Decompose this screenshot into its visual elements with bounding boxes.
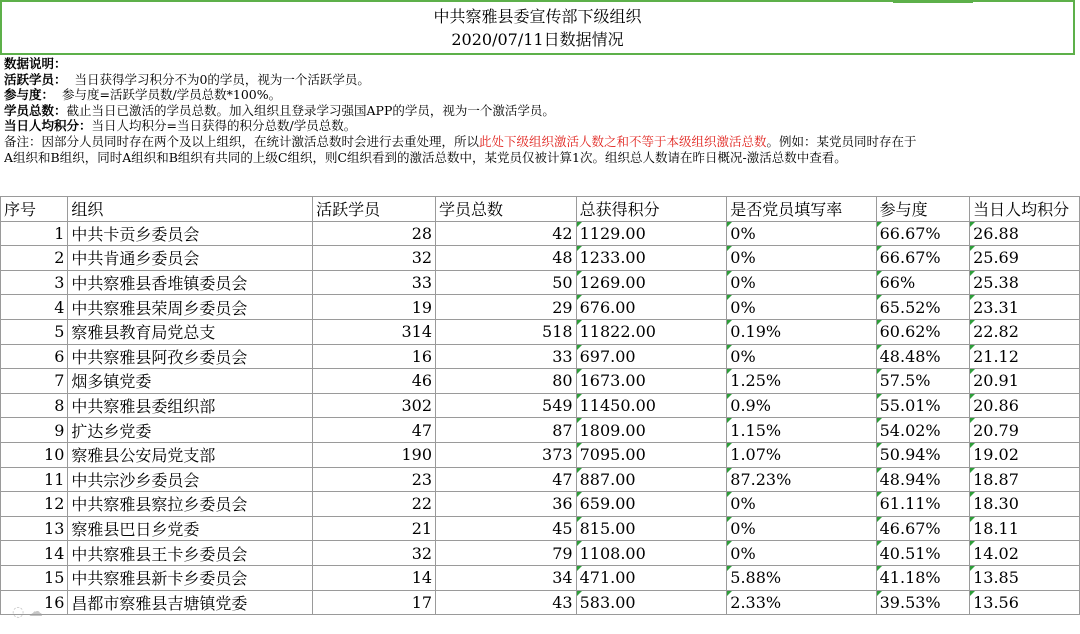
participation: 40.51% — [876, 541, 969, 566]
participation: 55.01% — [876, 393, 969, 418]
table-row — [1, 221, 1080, 246]
table-row — [1, 246, 1080, 271]
avg-score: 19.02 — [970, 442, 1080, 467]
col-header-participation: 参与度 — [876, 197, 969, 222]
org-data-table — [0, 196, 1080, 615]
org-name: 中共肯通乡委员会 — [68, 246, 313, 271]
total-score: 1269.00 — [576, 270, 727, 295]
notes-heading: 数据说明： — [4, 56, 67, 71]
member-fill-rate: 0.9% — [727, 393, 876, 418]
org-name: 察雅县教育局党总支 — [68, 319, 313, 344]
avg-score: 18.11 — [970, 516, 1080, 541]
participation: 65.52% — [876, 295, 969, 320]
note-active-learner: 活跃学员： 当日获得学习积分不为0的学员，视为一个活跃学员。 — [4, 71, 370, 87]
row-index: 6 — [1, 344, 68, 369]
avg-score: 14.02 — [970, 541, 1080, 566]
total-score: 887.00 — [576, 467, 727, 492]
avg-score: 20.86 — [970, 393, 1080, 418]
table-row — [1, 393, 1080, 418]
member-fill-rate: 1.15% — [727, 418, 876, 443]
table-row — [1, 295, 1080, 320]
total-learners: 549 — [436, 393, 577, 418]
row-index: 11 — [1, 467, 68, 492]
active-learners: 17 — [313, 590, 436, 615]
active-learners: 47 — [313, 418, 436, 443]
table-row — [1, 442, 1080, 467]
table-row — [1, 418, 1080, 443]
report-title-box — [0, 0, 1075, 55]
total-learners: 33 — [436, 344, 577, 369]
participation: 54.02% — [876, 418, 969, 443]
remark-highlight: 此处下级组织激活人数之和不等于本级组织激活总数 — [479, 133, 767, 149]
total-learners: 48 — [436, 246, 577, 271]
member-fill-rate: 0.19% — [727, 319, 876, 344]
note-total-learners: 学员总数：截止当日已激活的学员总数。加入组织且登录学习强国APP的学员，视为一个激活学员。 — [4, 102, 555, 118]
note-remark-line2: A组织和B组织，同时A组织和B组织有共同的上级C组织，则C组织看到的激活总数中，某党员仅被计算1次。组织总人数请在昨日概况-激活总数中查看。 — [4, 149, 847, 165]
participation: 50.94% — [876, 442, 969, 467]
member-fill-rate: 0% — [727, 541, 876, 566]
row-index: 9 — [1, 418, 68, 443]
total-score: 1673.00 — [576, 369, 727, 394]
total-learners: 43 — [436, 590, 577, 615]
active-learners: 19 — [313, 295, 436, 320]
row-index: 10 — [1, 442, 68, 467]
active-learners: 314 — [313, 319, 436, 344]
active-learners: 23 — [313, 467, 436, 492]
org-name: 烟多镇党委 — [68, 369, 313, 394]
note-remark: 备注：因部分人员同时存在两个及以上组织，在统计激活总数时会进行去重处理，所以此处下级组织激活人数之和不等于本级组织激活总数。例如：某党员同时存在于 — [4, 133, 917, 149]
col-header-avg: 当日人均积分 — [970, 197, 1080, 222]
active-learners: 32 — [313, 246, 436, 271]
avg-score: 18.87 — [970, 467, 1080, 492]
total-learners: 34 — [436, 565, 577, 590]
note-participation: 参与度： 参与度=活跃学员数/学员总数*100%。 — [4, 87, 282, 103]
member-fill-rate: 0% — [727, 246, 876, 271]
col-header-fill-rate: 是否党员填写率 — [727, 197, 876, 222]
active-learners: 21 — [313, 516, 436, 541]
total-score: 815.00 — [576, 516, 727, 541]
total-learners: 45 — [436, 516, 577, 541]
member-fill-rate: 0% — [727, 492, 876, 517]
total-learners: 87 — [436, 418, 577, 443]
participation: 66% — [876, 270, 969, 295]
row-index: 4 — [1, 295, 68, 320]
org-name: 扩达乡党委 — [68, 418, 313, 443]
total-learners: 47 — [436, 467, 577, 492]
col-header-score: 总获得积分 — [576, 197, 727, 222]
org-name: 昌都市察雅县吉塘镇党委 — [68, 590, 313, 615]
participation: 60.62% — [876, 319, 969, 344]
total-score: 697.00 — [576, 344, 727, 369]
org-name: 察雅县巴日乡党委 — [68, 516, 313, 541]
total-score: 1108.00 — [576, 541, 727, 566]
org-name: 察雅县公安局党支部 — [68, 442, 313, 467]
avg-score: 20.79 — [970, 418, 1080, 443]
table-row — [1, 319, 1080, 344]
participation: 61.11% — [876, 492, 969, 517]
participation: 39.53% — [876, 590, 969, 615]
row-index: 13 — [1, 516, 68, 541]
total-learners: 79 — [436, 541, 577, 566]
row-index: 16 — [1, 590, 68, 615]
table-body — [1, 221, 1080, 615]
avg-score: 13.85 — [970, 565, 1080, 590]
member-fill-rate: 0% — [727, 516, 876, 541]
note-avg-score: 当日人均积分：当日人均积分=当日获得的积分总数/学员总数。 — [4, 118, 357, 134]
total-score: 7095.00 — [576, 442, 727, 467]
active-learners: 22 — [313, 492, 436, 517]
active-learners: 32 — [313, 541, 436, 566]
member-fill-rate: 0% — [727, 295, 876, 320]
report-date: 2020/07/11日数据情况 — [451, 30, 624, 49]
col-header-index: 序号 — [1, 197, 68, 222]
org-name: 中共察雅县王卡乡委员会 — [68, 541, 313, 566]
table-row — [1, 541, 1080, 566]
participation: 46.67% — [876, 516, 969, 541]
total-score: 1129.00 — [576, 221, 727, 246]
row-index: 2 — [1, 246, 68, 271]
active-learners: 28 — [313, 221, 436, 246]
participation: 66.67% — [876, 246, 969, 271]
total-score: 1233.00 — [576, 246, 727, 271]
avg-score: 26.88 — [970, 221, 1080, 246]
active-learners: 14 — [313, 565, 436, 590]
org-name: 中共察雅县委组织部 — [68, 393, 313, 418]
total-learners: 29 — [436, 295, 577, 320]
org-name: 中共卡贡乡委员会 — [68, 221, 313, 246]
active-learners: 16 — [313, 344, 436, 369]
total-score: 1809.00 — [576, 418, 727, 443]
participation: 66.67% — [876, 221, 969, 246]
participation: 57.5% — [876, 369, 969, 394]
member-fill-rate: 0% — [727, 344, 876, 369]
total-score: 11450.00 — [576, 393, 727, 418]
total-learners: 373 — [436, 442, 577, 467]
col-header-total: 学员总数 — [436, 197, 577, 222]
col-header-org: 组织 — [68, 197, 313, 222]
participation: 48.48% — [876, 344, 969, 369]
watermark-logo: ◌ ☁ — [12, 604, 43, 620]
active-learners: 33 — [313, 270, 436, 295]
total-score: 471.00 — [576, 565, 727, 590]
avg-score: 25.38 — [970, 270, 1080, 295]
table-row — [1, 590, 1080, 615]
active-learners: 190 — [313, 442, 436, 467]
total-score: 583.00 — [576, 590, 727, 615]
table-row — [1, 369, 1080, 394]
table-row — [1, 492, 1080, 517]
report-title: 中共察雅县委宣传部下级组织 — [433, 7, 642, 26]
row-index: 12 — [1, 492, 68, 517]
participation: 41.18% — [876, 565, 969, 590]
active-learners: 302 — [313, 393, 436, 418]
org-name: 中共察雅县察拉乡委员会 — [68, 492, 313, 517]
total-learners: 36 — [436, 492, 577, 517]
data-notes — [4, 56, 1078, 165]
avg-score: 18.30 — [970, 492, 1080, 517]
total-learners: 80 — [436, 369, 577, 394]
member-fill-rate: 87.23% — [727, 467, 876, 492]
org-name: 中共察雅县香堆镇委员会 — [68, 270, 313, 295]
org-name: 中共察雅县新卡乡委员会 — [68, 565, 313, 590]
avg-score: 25.69 — [970, 246, 1080, 271]
total-learners: 42 — [436, 221, 577, 246]
active-learners: 46 — [313, 369, 436, 394]
row-index: 3 — [1, 270, 68, 295]
avg-score: 23.31 — [970, 295, 1080, 320]
org-name: 中共察雅县阿孜乡委员会 — [68, 344, 313, 369]
row-index: 14 — [1, 541, 68, 566]
org-name: 中共察雅县荣周乡委员会 — [68, 295, 313, 320]
org-name: 中共宗沙乡委员会 — [68, 467, 313, 492]
member-fill-rate: 1.07% — [727, 442, 876, 467]
member-fill-rate: 2.33% — [727, 590, 876, 615]
table-row — [1, 270, 1080, 295]
table-row — [1, 344, 1080, 369]
table-header-row — [1, 197, 1080, 222]
title-top-accent — [893, 0, 973, 3]
col-header-active: 活跃学员 — [313, 197, 436, 222]
avg-score: 13.56 — [970, 590, 1080, 615]
avg-score: 22.82 — [970, 319, 1080, 344]
row-index: 15 — [1, 565, 68, 590]
avg-score: 21.12 — [970, 344, 1080, 369]
member-fill-rate: 0% — [727, 221, 876, 246]
total-learners: 518 — [436, 319, 577, 344]
member-fill-rate: 0% — [727, 270, 876, 295]
total-score: 676.00 — [576, 295, 727, 320]
row-index: 5 — [1, 319, 68, 344]
participation: 48.94% — [876, 467, 969, 492]
table-row — [1, 565, 1080, 590]
total-score: 659.00 — [576, 492, 727, 517]
table-row — [1, 516, 1080, 541]
member-fill-rate: 1.25% — [727, 369, 876, 394]
member-fill-rate: 5.88% — [727, 565, 876, 590]
table-row — [1, 467, 1080, 492]
row-index: 1 — [1, 221, 68, 246]
row-index: 8 — [1, 393, 68, 418]
total-score: 11822.00 — [576, 319, 727, 344]
total-learners: 50 — [436, 270, 577, 295]
avg-score: 20.91 — [970, 369, 1080, 394]
row-index: 7 — [1, 369, 68, 394]
